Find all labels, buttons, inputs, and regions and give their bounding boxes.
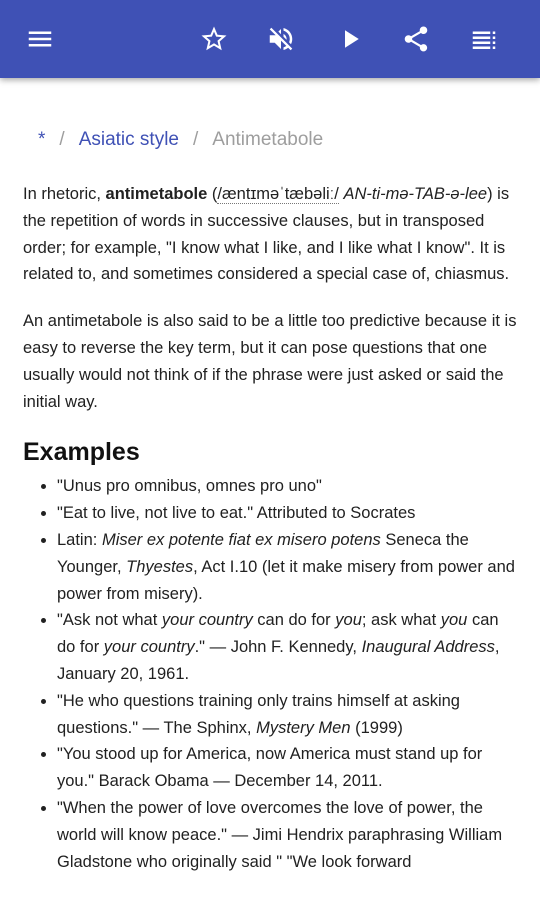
intro-paragraph — [23, 181, 517, 288]
list-item — [57, 741, 517, 795]
example-text: "Unus pro omnibus, omnes pro uno" — [57, 477, 322, 496]
mute-button[interactable] — [261, 19, 301, 59]
example-text: ; ask what — [361, 611, 441, 630]
breadcrumb-separator: / — [59, 129, 65, 150]
favorite-button[interactable] — [194, 19, 234, 59]
example-text: can do for — [252, 611, 336, 630]
breadcrumb-home-link[interactable]: * — [38, 129, 46, 150]
example-italic: Thyestes — [126, 557, 194, 576]
example-text: Seneca the Younger, — [57, 530, 469, 576]
example-italic: you — [335, 611, 362, 630]
example-text: , Act I.10 (let it make misery from power and power from misery). — [57, 557, 515, 603]
star-icon — [199, 24, 229, 54]
app-bar — [0, 0, 540, 78]
ipa-pronunciation[interactable]: /æntɪməˈtæbəliː/ — [217, 185, 339, 203]
respelling-pronunciation: AN-ti-mə-TAB-ə-lee — [343, 185, 488, 203]
example-text: "Eat to live, not live to eat." Attributed to Socrates — [57, 504, 416, 523]
example-text: , January 20, 1961. — [57, 638, 500, 683]
example-text: Latin: — [57, 530, 102, 549]
breadcrumb — [38, 127, 323, 153]
article-term: antimetabole — [105, 185, 208, 203]
menu-button[interactable] — [20, 19, 60, 59]
volume-off-icon — [266, 24, 296, 54]
example-text: "Ask not what — [57, 611, 162, 630]
article-content[interactable] — [0, 78, 540, 900]
example-text: "You stood up for America, now America must stand up for you." Barack Obama — December 14, 2011. — [57, 745, 483, 791]
hamburger-menu-icon — [25, 24, 55, 54]
example-text: "He who questions training only trains himself at asking questions." — The Sphinx, — [57, 691, 460, 737]
second-paragraph: An antimetabole is also said to be a little too predictive because it is easy to reverse the key term, but it can pose questions that one usually would not think of if the phrase were just asked or said the initial way. — [23, 312, 517, 411]
list-icon — [469, 24, 499, 54]
example-italic: Miser ex potente fiat ex misero potens — [101, 530, 381, 549]
list-item — [57, 795, 517, 875]
intro-text: ( — [207, 185, 218, 203]
examples-list — [23, 473, 517, 875]
list-item — [57, 473, 517, 500]
example-italic: Inaugural Address — [361, 638, 495, 657]
example-text: ." — John F. Kennedy, — [194, 638, 362, 657]
list-item — [57, 688, 517, 742]
example-text: "When the power of love overcomes the love of power, the world will know peace." — Jimi Hendrix paraphrasing William Gladstone who originally said " "We look forward — [57, 798, 503, 871]
article-body — [23, 181, 517, 875]
example-italic: your country — [103, 638, 195, 657]
share-button[interactable] — [396, 19, 436, 59]
breadcrumb-current: Antimetabole — [212, 129, 324, 150]
example-italic: you — [440, 611, 468, 630]
contents-button[interactable] — [464, 19, 504, 59]
play-icon — [335, 24, 365, 54]
list-item — [57, 500, 517, 527]
list-item — [57, 527, 517, 607]
share-icon — [401, 24, 431, 54]
example-italic: Mystery Men — [256, 718, 351, 737]
example-text: can do for — [57, 611, 499, 657]
breadcrumb-parent-link[interactable]: Asiatic style — [78, 129, 179, 150]
intro-text: In rhetoric, — [23, 185, 106, 203]
play-button[interactable] — [330, 19, 370, 59]
breadcrumb-separator: / — [193, 129, 199, 150]
list-item — [57, 607, 517, 687]
example-text: (1999) — [350, 718, 403, 737]
intro-text: ) is the repetition of words in successive clauses, but in transposed order; for example, "I know what I like, and I like what I know". It is related to, and sometimes considered a special case of, chiasmus. — [23, 185, 510, 284]
example-italic: your country — [161, 611, 253, 630]
examples-heading: Examples — [23, 438, 140, 467]
